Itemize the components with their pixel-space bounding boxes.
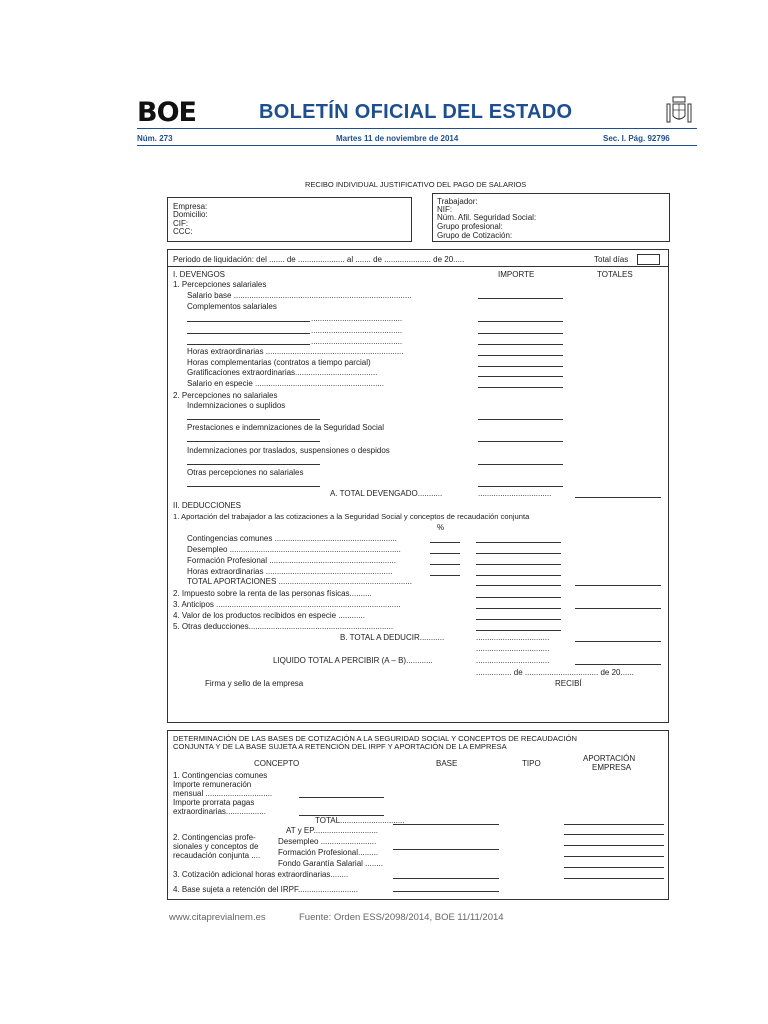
- cp-desempleo: Desempleo .........................: [278, 837, 377, 846]
- recibi-label: RECIBÍ: [555, 679, 582, 688]
- at-ep: AT y EP.............................: [286, 826, 379, 835]
- liquido-total: LIQUIDO TOTAL A PERCIBIR (A – B)............: [273, 656, 433, 665]
- complemento-name-2[interactable]: [187, 333, 310, 334]
- total-aportaciones-total[interactable]: [575, 585, 661, 586]
- prestaciones-field[interactable]: [478, 441, 563, 442]
- base-irpf-field[interactable]: [393, 891, 499, 892]
- cp-line-1: 2. Contingencias profe-: [173, 833, 256, 842]
- anticipos: 3. Anticipos ...................................................................................: [173, 600, 401, 609]
- period-divider: [167, 266, 668, 267]
- percent-header: %: [437, 523, 445, 532]
- horas-extraordinarias: Horas extraordinarias .........................................................: [187, 567, 393, 576]
- horas-complementarias: Horas complementarias (contratos a tiempo parcial): [187, 358, 371, 367]
- salario-especie-field[interactable]: [478, 387, 563, 388]
- traslados-field[interactable]: [478, 464, 563, 465]
- complemento-dots-2: .........................................: [311, 326, 403, 335]
- horas-extra: Horas extraordinarias ..............................................................: [187, 347, 404, 356]
- desempleo-field[interactable]: [476, 553, 561, 554]
- footer-site: www.citaprevialnem.es: [169, 912, 266, 923]
- at-ep-aportacion[interactable]: [564, 834, 664, 835]
- cc-title: 1. Contingencias comunes: [173, 771, 268, 780]
- company-label: Empresa:: [173, 202, 208, 211]
- coat-of-arms-icon: [664, 96, 694, 126]
- productos-especie-field[interactable]: [476, 619, 561, 620]
- cc-total: TOTAL.............................: [315, 816, 405, 825]
- cp-line-2: sionales y conceptos de: [173, 842, 259, 851]
- otras-percepciones-name[interactable]: [187, 486, 320, 487]
- period-line: Periodo de liquidación: del ....... de ..................... al ....... de ..................... de 20.....: [173, 255, 465, 264]
- indemnizaciones-name[interactable]: [187, 419, 320, 420]
- footer-source: Fuente: Orden ESS/2098/2014, BOE 11/11/2014: [299, 912, 504, 923]
- header-rule: [137, 128, 697, 129]
- complemento-name-3[interactable]: [187, 344, 310, 345]
- liquido-field[interactable]: [575, 664, 661, 665]
- address-label: Domicilio:: [173, 210, 208, 219]
- complemento-field-2[interactable]: [478, 333, 563, 334]
- form-title: RECIBO INDIVIDUAL JUSTIFICATIVO DEL PAGO DE SALARIOS: [305, 180, 527, 189]
- indemnizaciones-field[interactable]: [478, 419, 563, 420]
- cp-fogasa-aportacion[interactable]: [564, 867, 664, 868]
- total-days-field[interactable]: [637, 254, 660, 265]
- salario-base: Salario base ................................................................................: [187, 291, 412, 300]
- tipo-header: TIPO: [522, 759, 541, 768]
- gratificaciones-field[interactable]: [478, 376, 563, 377]
- firma-label: Firma y sello de la empresa: [205, 679, 304, 688]
- total-devengado: A. TOTAL DEVENGADO...........: [330, 489, 443, 498]
- total-deducir-dots: .................................: [476, 633, 550, 642]
- devengos-title: I. DEVENGOS: [173, 270, 226, 279]
- cc-total-base[interactable]: [393, 824, 499, 825]
- date-line: ................ de ................................. de 20......: [476, 668, 634, 677]
- horas-extraord-field[interactable]: [476, 575, 561, 576]
- cif-label: CIF:: [173, 219, 189, 228]
- horas-extra-field[interactable]: [478, 355, 563, 356]
- salario-base-field[interactable]: [478, 298, 563, 299]
- spacer-dots: .................................: [476, 644, 550, 653]
- ss-number-label: Núm. Afil. Seguridad Social:: [437, 213, 537, 222]
- header-rule-bottom: [137, 145, 697, 146]
- total-devengado-dots: .................................: [478, 489, 552, 498]
- desempleo: Desempleo .............................................................................: [187, 545, 401, 554]
- prestaciones-name[interactable]: [187, 441, 320, 442]
- base-header: BASE: [436, 759, 458, 768]
- worker-label: Trabajador:: [437, 197, 478, 206]
- anticipos-total[interactable]: [575, 608, 661, 609]
- formacion-pct[interactable]: [430, 564, 460, 565]
- desempleo-pct[interactable]: [430, 553, 460, 554]
- horas-extraord-pct[interactable]: [430, 575, 460, 576]
- ccc-label: CCC:: [173, 227, 193, 236]
- cp-base[interactable]: [393, 849, 499, 850]
- complemento-dots-3: .........................................: [311, 337, 403, 346]
- total-days-label: Total días: [594, 255, 629, 264]
- issue-date: Martes 11 de noviembre de 2014: [336, 134, 459, 143]
- cc-mensual-field[interactable]: [299, 797, 384, 798]
- section-page: Sec. I. Pág. 92796: [603, 134, 670, 143]
- bases-title-2: CONJUNTA Y DE LA BASE SUJETA A RETENCIÓN DEL IRPF Y APORTACIÓN DE LA EMPRESA: [173, 742, 507, 751]
- total-aportaciones: TOTAL APORTACIONES ............................................................: [187, 577, 412, 586]
- salario-especie: Salario en especie ..........................................................: [187, 379, 384, 388]
- prestaciones: Prestaciones e indemnizaciones de la Seguridad Social: [187, 423, 385, 432]
- bases-title-1: DETERMINACIÓN DE LAS BASES DE COTIZACIÓN A LA SEGURIDAD SOCIAL Y CONCEPTOS DE RECAUDACIÓN: [173, 734, 577, 743]
- traslados-name[interactable]: [187, 464, 320, 465]
- cp-line-3: recaudación conjunta ....: [173, 851, 261, 860]
- cp-fogasa: Fondo Garantía Salarial ........: [278, 859, 383, 868]
- complemento-field-3[interactable]: [478, 344, 563, 345]
- productos-especie: 4. Valor de los productos recibidos en especie ............: [173, 611, 365, 620]
- contribution-group-label: Grupo de Cotización:: [437, 231, 513, 240]
- irpf: 2. Impuesto sobre la renta de las personas físicas..........: [173, 589, 372, 598]
- nif-label: NIF:: [437, 205, 453, 214]
- complemento-field-1[interactable]: [478, 321, 563, 322]
- otras-deducciones: 5. Otras deducciones.................................................................: [173, 622, 394, 631]
- cp-formacion-aportacion[interactable]: [564, 856, 664, 857]
- gratificaciones: Gratificaciones extraordinarias.....................................: [187, 368, 378, 377]
- complementos: Complementos salariales: [187, 302, 277, 311]
- horas-extra-base[interactable]: [393, 878, 499, 879]
- cp-formacion: Formación Profesional.........: [278, 848, 379, 857]
- total-aportaciones-field[interactable]: [476, 585, 561, 586]
- horas-compl-field[interactable]: [478, 366, 563, 367]
- aportacion-header-2: EMPRESA: [592, 763, 632, 772]
- otras-percepciones: Otras percepciones no salariales: [187, 468, 304, 477]
- liquido-dots: .................................: [476, 656, 550, 665]
- total-deducir-field[interactable]: [575, 641, 661, 642]
- horas-extra-cotizacion: 3. Cotización adicional horas extraordinarias........: [173, 870, 349, 879]
- cc-extraordinarias: extraordinarias..................: [173, 807, 266, 816]
- aportacion-header-1: APORTACIÓN: [583, 754, 636, 763]
- total-devengado-field[interactable]: [575, 497, 661, 498]
- cc-total-aportacion[interactable]: [564, 824, 664, 825]
- complemento-dots-1: .........................................: [311, 314, 403, 323]
- otras-percepciones-field[interactable]: [478, 486, 563, 487]
- cc-mensual: mensual ..............................: [173, 789, 273, 798]
- totales-header: TOTALES: [597, 270, 633, 279]
- indemnizaciones: Indemnizaciones o suplidos: [187, 401, 286, 410]
- professional-group-label: Grupo profesional:: [437, 222, 503, 231]
- base-irpf: 4. Base sujeta a retención del IRPF...........................: [173, 885, 358, 894]
- cc-remuneracion: Importe remuneración: [173, 780, 252, 789]
- boe-logo: BOE: [137, 97, 196, 128]
- total-deducir: B. TOTAL A DEDUCIR...........: [340, 633, 445, 642]
- percepciones-no-salariales: 2. Percepciones no salariales: [173, 391, 278, 400]
- issue-number: Núm. 273: [137, 134, 173, 143]
- aportacion-trabajador: 1. Aportación del trabajador a las cotizaciones a la Seguridad Social y conceptos de recaudación conjunta: [173, 512, 530, 521]
- anticipos-field[interactable]: [476, 608, 561, 609]
- cc-prorrata: Importe prorrata pagas: [173, 798, 255, 807]
- importe-header: IMPORTE: [498, 270, 535, 279]
- contingencias-pct[interactable]: [430, 542, 460, 543]
- irpf-field[interactable]: [476, 597, 561, 598]
- formacion-field[interactable]: [476, 564, 561, 565]
- indemn-traslados: Indemnizaciones por traslados, suspensiones o despidos: [187, 446, 390, 455]
- otras-deducciones-field[interactable]: [476, 630, 561, 631]
- contingencias-field[interactable]: [476, 542, 561, 543]
- formacion-profesional: Formación Profesional .........................................................: [187, 556, 396, 565]
- complemento-name-1[interactable]: [187, 321, 310, 322]
- cp-desempleo-aportacion[interactable]: [564, 845, 664, 846]
- percepciones-salariales: 1. Percepciones salariales: [173, 280, 267, 289]
- contingencias-comunes: Contingencias comunes .......................................................: [187, 534, 397, 543]
- concepto-header: CONCEPTO: [254, 759, 300, 768]
- horas-extra-aportacion[interactable]: [564, 878, 664, 879]
- page-title: BOLETÍN OFICIAL DEL ESTADO: [259, 101, 573, 123]
- deducciones-title: II. DEDUCCIONES: [173, 501, 242, 510]
